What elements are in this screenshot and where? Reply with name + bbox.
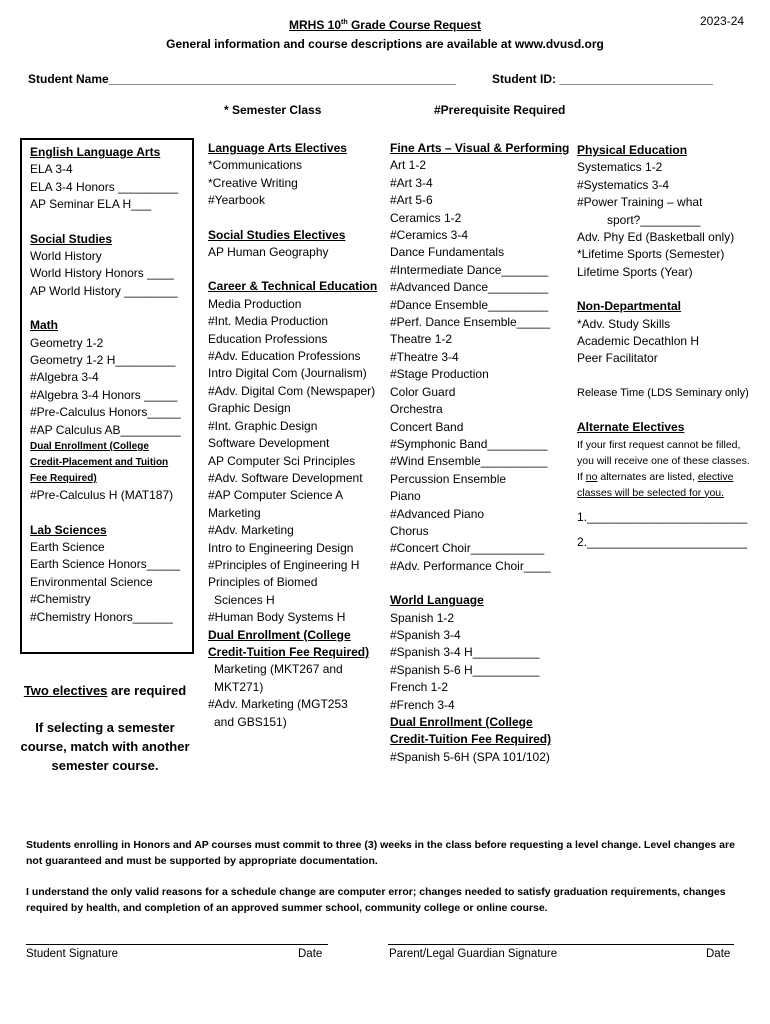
course-item[interactable]: Geometry 1-2: [30, 335, 104, 350]
course-item[interactable]: Release Time (LDS Seminary only): [577, 386, 749, 399]
course-item[interactable]: #Adv. Performance Choir____: [390, 558, 551, 573]
math-header: Math: [30, 318, 58, 333]
course-item[interactable]: Percussion Ensemble: [390, 471, 507, 486]
course-item[interactable]: #Chemistry: [30, 592, 91, 607]
alternate-elective-1-field[interactable]: 1.________________________: [577, 509, 748, 524]
parent-signature-label: Parent/Legal Guardian Signature: [389, 948, 558, 960]
lab-sciences-header: Lab Sciences: [30, 522, 107, 537]
course-item[interactable]: #Power Training – what: [577, 195, 703, 210]
spacer: [577, 402, 755, 419]
course-item[interactable]: #Pre-Calculus H (MAT187): [30, 488, 174, 503]
spacer: [208, 210, 377, 227]
alt-text-part: If your first request cannot be filled, you will receive one of these classes. If: [577, 438, 750, 483]
course-item[interactable]: Piano: [390, 489, 421, 504]
course-item[interactable]: Education Professions: [208, 331, 328, 346]
course-item[interactable]: #Principles of Engineering H: [208, 557, 360, 572]
course-item[interactable]: Graphic Design: [208, 401, 291, 416]
course-item[interactable]: #Systematics 3-4: [577, 177, 670, 192]
course-item[interactable]: AP Computer Sci Principles: [208, 453, 356, 468]
spacer: [30, 214, 181, 231]
alternate-electives-instructions: [577, 437, 755, 501]
course-item[interactable]: *Communications: [208, 158, 303, 173]
course-item[interactable]: #Adv. Digital Com (Newspaper): [208, 383, 376, 398]
course-item[interactable]: Media Production: [208, 296, 302, 311]
course-item[interactable]: sport?_________: [607, 212, 701, 227]
dual-enrollment-header: Dual Enrollment (College: [208, 627, 351, 642]
course-item[interactable]: #Intermediate Dance_______: [390, 262, 549, 277]
course-item[interactable]: ELA 3-4 Honors _________: [30, 179, 179, 194]
spacer: [390, 575, 569, 592]
world-language-header: World Language: [390, 593, 484, 608]
course-item[interactable]: French 1-2: [390, 680, 449, 695]
fine-arts-header: Fine Arts – Visual & Performing: [390, 141, 570, 155]
honors-commitment-note: Students enrolling in Honors and AP courses must commit to three (3) weeks in the class before requesting a level change. Level changes are not guaranteed and must be supported by appropriate documentation.: [26, 839, 735, 867]
semester-class-legend: * Semester Class: [224, 103, 322, 117]
course-item[interactable]: Software Development: [208, 436, 330, 451]
dual-enrollment-header: Credit-Placement and Tuition: [30, 457, 169, 469]
course-item[interactable]: #Advanced Dance_________: [390, 280, 549, 295]
course-item[interactable]: #Spanish 5-6H (SPA 101/102): [390, 749, 550, 764]
course-item[interactable]: *Lifetime Sports (Semester): [577, 247, 725, 262]
course-item[interactable]: Art 1-2: [390, 158, 427, 173]
course-item[interactable]: AP Human Geography: [208, 245, 329, 260]
course-item[interactable]: #Pre-Calculus Honors_____: [30, 405, 181, 420]
course-item[interactable]: #Ceramics 3-4: [390, 228, 469, 243]
spacer: [577, 281, 755, 298]
physical-education-header: Physical Education: [577, 143, 688, 157]
course-item[interactable]: #Adv. Marketing (MGT253: [208, 697, 348, 712]
course-item[interactable]: Geometry 1-2 H_________: [30, 353, 176, 368]
course-item[interactable]: World History: [30, 249, 102, 264]
course-item[interactable]: #Yearbook: [208, 193, 265, 208]
spacer: [577, 526, 755, 534]
course-item[interactable]: #Algebra 3-4 Honors _____: [30, 387, 178, 402]
language-arts-electives-header: Language Arts Electives: [208, 141, 347, 155]
course-item[interactable]: #Perf. Dance Ensemble_____: [390, 315, 551, 330]
course-item[interactable]: Earth Science: [30, 539, 105, 554]
course-item[interactable]: Earth Science Honors_____: [30, 557, 181, 572]
schedule-change-policy: I understand the only valid reasons for a schedule change are computer error; changes needed to satisfy graduation requirements, changes required by health, and completion of an approved summer school, community college or online course.: [26, 886, 726, 914]
social-studies-electives-header: Social Studies Electives: [208, 227, 346, 242]
student-id-field[interactable]: Student ID: _______________________: [492, 72, 713, 86]
required-courses-column: [30, 144, 181, 626]
course-item[interactable]: World History Honors ____: [30, 266, 174, 281]
course-item[interactable]: Adv. Phy Ed (Basketball only): [577, 230, 735, 245]
page-title: [0, 18, 770, 32]
alt-text-underlined: elective classes will be selected for you.: [577, 470, 734, 499]
course-item[interactable]: #Chemistry Honors______: [30, 609, 173, 624]
course-item[interactable]: #Spanish 5-6 H__________: [390, 662, 540, 677]
arts-language-column: [390, 140, 569, 766]
alternate-elective-2-field[interactable]: 2.________________________: [577, 535, 748, 550]
course-item[interactable]: #Human Body Systems H: [208, 610, 346, 625]
title-text: MRHS 10: [289, 18, 342, 32]
course-item[interactable]: Dance Fundamentals: [390, 245, 505, 260]
spacer: [577, 368, 755, 385]
course-item[interactable]: ELA 3-4: [30, 162, 73, 177]
school-year: 2023-24: [700, 14, 745, 28]
course-item[interactable]: #Algebra 3-4: [30, 370, 99, 385]
course-item[interactable]: Lifetime Sports (Year): [577, 264, 693, 279]
course-item[interactable]: Chorus: [390, 523, 429, 538]
course-item[interactable]: #Theatre 3-4: [390, 349, 459, 364]
course-item[interactable]: Marketing: [208, 505, 261, 520]
course-item[interactable]: #French 3-4: [390, 697, 455, 712]
course-item[interactable]: Theatre 1-2: [390, 332, 453, 347]
course-item[interactable]: #Art 3-4: [390, 175, 433, 190]
course-item[interactable]: #AP Computer Science A: [208, 488, 344, 503]
student-name-field[interactable]: Student Name____________________________________________________: [28, 72, 456, 86]
title-sup: th: [341, 19, 348, 26]
course-item[interactable]: Ceramics 1-2: [390, 210, 462, 225]
semester-match-note: If selecting a semester course, match with another semester course.: [20, 720, 190, 773]
alt-text-no: no: [585, 470, 598, 483]
course-item[interactable]: Spanish 1-2: [390, 610, 455, 625]
spacer: [30, 300, 181, 317]
dual-enrollment-header: Fee Required): [30, 473, 97, 485]
course-item[interactable]: #Wind Ensemble__________: [390, 454, 548, 469]
dual-enrollment-header: Credit-Tuition Fee Required): [208, 644, 370, 659]
course-item[interactable]: #Stage Production: [390, 367, 489, 382]
dual-enrollment-header: Dual Enrollment (College: [390, 715, 533, 729]
course-item[interactable]: #Concert Choir___________: [390, 541, 545, 556]
course-item[interactable]: #Dance Ensemble_________: [390, 297, 549, 312]
student-signature-line[interactable]: [26, 944, 328, 945]
social-studies-header: Social Studies: [30, 231, 113, 246]
dual-enrollment-header: Credit-Tuition Fee Required): [390, 732, 552, 747]
electives-required-underlined: Two electives: [23, 683, 108, 698]
cte-header: Career & Technical Education: [208, 279, 378, 294]
pe-nondept-column: [577, 142, 755, 552]
course-item[interactable]: Marketing (MKT267 and: [214, 662, 343, 677]
course-item[interactable]: MKT271): [214, 679, 264, 694]
course-item[interactable]: Peer Facilitator: [577, 351, 658, 366]
course-item[interactable]: #Int. Graphic Design: [208, 418, 318, 433]
spacer: [208, 261, 377, 278]
course-item[interactable]: AP World History ________: [30, 283, 178, 298]
page-subtitle: General information and course descriptions are available at www.dvusd.org: [166, 37, 604, 51]
course-item[interactable]: Systematics 1-2: [577, 160, 663, 175]
course-item[interactable]: Sciences H: [214, 592, 275, 607]
course-item[interactable]: and GBS151): [214, 714, 287, 729]
course-item[interactable]: #Adv. Marketing: [208, 523, 294, 538]
course-item[interactable]: #Spanish 3-4 H__________: [390, 645, 540, 660]
course-item[interactable]: Principles of Biomed: [208, 575, 318, 590]
course-item[interactable]: #Art 5-6: [390, 193, 433, 208]
electives-required-text: are required: [107, 683, 187, 698]
spacer: [30, 505, 181, 522]
parent-signature-line[interactable]: [388, 944, 734, 945]
spacer: [577, 501, 755, 509]
course-item[interactable]: #Adv. Software Development: [208, 470, 363, 485]
course-item[interactable]: Academic Decathlon H: [577, 334, 700, 349]
course-item[interactable]: Environmental Science: [30, 574, 153, 589]
dual-enrollment-header: Dual Enrollment (College: [30, 441, 149, 453]
alt-text-part: alternates are listed,: [597, 470, 698, 483]
title-text-end: Grade Course Request: [347, 18, 481, 32]
prerequisite-legend: #Prerequisite Required: [434, 103, 566, 117]
course-item[interactable]: #Int. Media Production: [208, 314, 329, 329]
student-signature-label: Student Signature: [26, 948, 119, 960]
course-item[interactable]: Intro Digital Com (Journalism): [208, 366, 367, 381]
parent-date-label: Date: [706, 948, 731, 960]
course-item[interactable]: Orchestra: [390, 402, 443, 417]
english-header: English Language Arts: [30, 145, 161, 159]
course-item[interactable]: *Creative Writing: [208, 175, 298, 190]
course-item[interactable]: Color Guard: [390, 384, 456, 399]
course-item[interactable]: #Adv. Education Professions: [208, 349, 361, 364]
course-item[interactable]: Intro to Engineering Design: [208, 540, 354, 555]
course-item[interactable]: #AP Calculus AB_________: [30, 422, 181, 437]
course-item[interactable]: AP Seminar ELA H___: [30, 197, 152, 212]
alternate-electives-header: Alternate Electives: [577, 420, 685, 435]
course-item[interactable]: #Advanced Piano: [390, 506, 485, 521]
electives-column: [208, 140, 377, 731]
course-item[interactable]: Concert Band: [390, 419, 464, 434]
course-item[interactable]: #Symphonic Band_________: [390, 436, 548, 451]
non-departmental-header: Non-Departmental: [577, 299, 682, 314]
course-item[interactable]: #Spanish 3-4: [390, 627, 461, 642]
course-item[interactable]: *Adv. Study Skills: [577, 316, 671, 331]
student-date-label: Date: [298, 948, 323, 960]
electives-required-note: [18, 681, 192, 700]
